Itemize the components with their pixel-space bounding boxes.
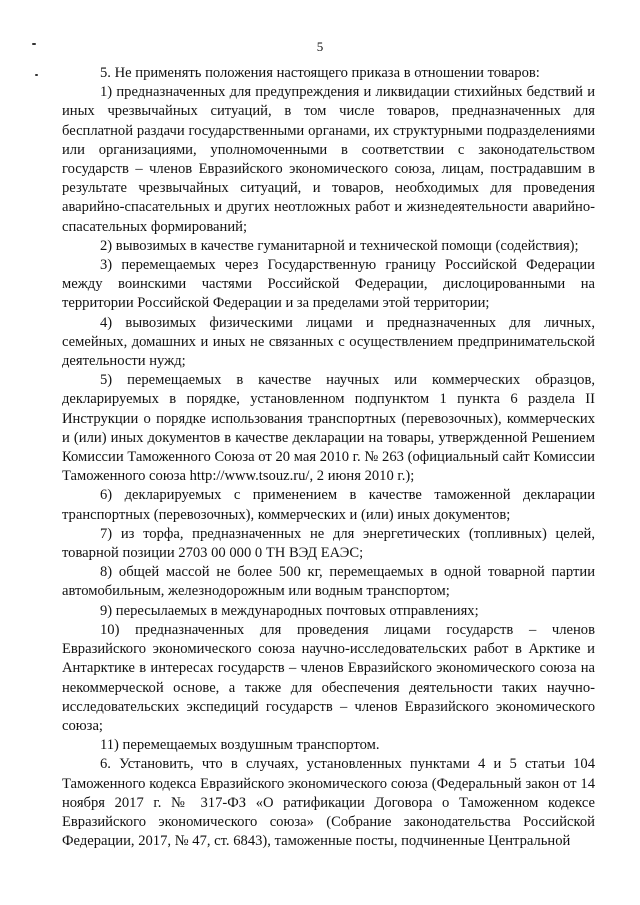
paragraph-subitem-1: 1) предназначенных для предупреждения и ликвидации стихийных бедствий и иных чрезвычайных ситуаций, в том числе товаров, предназначенных для бесплатной раздачи государственными органами, их структурными подразделениями или организациями, уполномоченными в соответствии с законодательством государств – членов Евразийского экономического союза, лицам, пострадавшим в результате чрезвычайных ситуаций, и товаров, необходимых для проведения аварийно-спасательных и других неотложных работ и жизнедеятельности аварийно-спасательных формирований; (62, 84, 595, 235)
paragraph-subitem-6: 6) декларируемых с применением в качестве таможенной декларации транспортных (перевозочных), коммерческих и (или) иных документов; (62, 487, 595, 523)
page-number: 5 (316, 39, 324, 54)
paragraph-subitem-9: 9) пересылаемых в международных почтовых отправлениях; (100, 602, 479, 619)
paragraph-subitem-7: 7) из торфа, предназначенных не для энергетических (топливных) целей, товарной позиции 2703 00 000 0 ТН ВЭД ЕАЭС; (62, 525, 595, 562)
document-body (62, 64, 595, 851)
scan-speck (35, 74, 38, 76)
paragraph-subitem-2: 2) вывозимых в качестве гуманитарной и технической помощи (содействия); (100, 237, 579, 254)
paragraph-subitem-5: 5) перемещаемых в качестве научных или коммерческих образцов, декларируемых в порядке, установленном подпунктом 1 пункта 6 раздела II Инструкции о порядке использования транспортных (перевозочных), коммерческих и (или) иных документов в качестве декларации на товары, утвержденной Решением Комиссии Таможенного Союза от 20 мая 2010 г. № 263 (официальный сайт Комиссии Таможенного союза http://www.tsouz.ru/, 2 июня 2010 г.); (62, 372, 595, 485)
paragraph-subitem-3: 3) перемещаемых через Государственную границу Российской Федерации между воинскими частями Российской Федерации, дислоцированными на территории Российской Федерации и за пределами этой территории; (62, 257, 595, 312)
paragraph-item-6: 6. Установить, что в случаях, установленных пунктами 4 и 5 статьи 104 Таможенного кодекса Евразийского экономического союза (Федеральный закон от 14 ноября 2017 г. № 317-ФЗ «О ратификации Договора о Таможенном кодексе Евразийского экономического союза» (Собрание законодательства Российской Федерации, 2017, № 47, ст. 6843), таможенные посты, подчиненные Центральной (62, 756, 595, 850)
paragraph-subitem-11: 11) перемещаемых воздушным транспортом. (100, 737, 380, 754)
paragraph-subitem-4: 4) вывозимых физическими лицами и предназначенных для личных, семейных, домашних и иных не связанных с осуществлением предпринимательской деятельности нужд; (62, 314, 595, 370)
paragraph-subitem-8: 8) общей массой не более 500 кг, перемещаемых в одной товарной партии автомобильным, железнодорожным или водным транспортом; (62, 564, 595, 600)
paragraph-item-5-intro: 5. Не применять положения настоящего приказа в отношении товаров: (100, 65, 540, 81)
paragraph-subitem-10: 10) предназначенных для проведения лицами государств – членов Евразийского экономического союза научно-исследовательских работ в Арктике и Антарктике в интересах государств – членов Евразийского экономического союза на некоммерческой основе, а также для обеспечения деятельности таких научно-исследовательских экспедиций государств – членов Евразийского экономического союза; (62, 621, 595, 734)
